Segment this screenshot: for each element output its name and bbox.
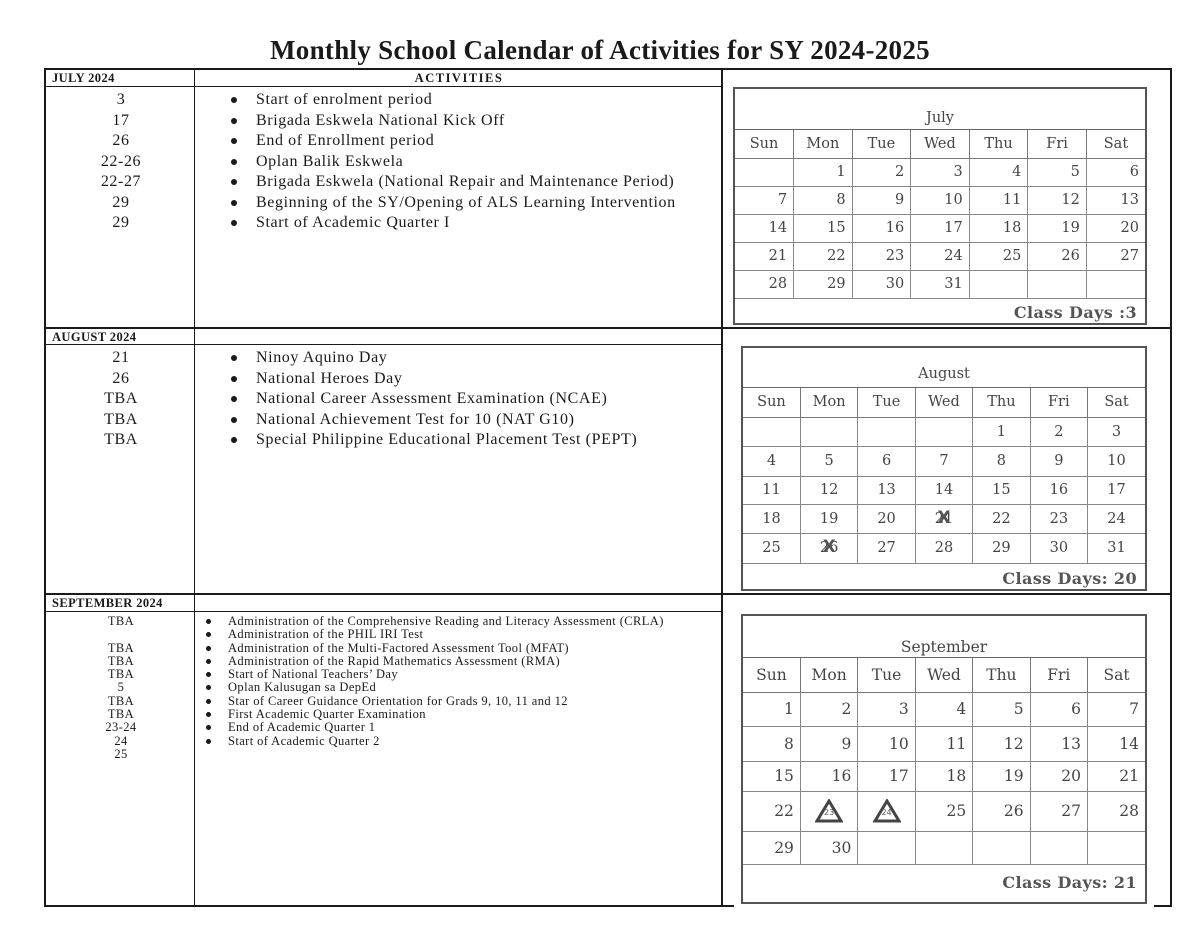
activity-item: Start of National Teachers’ Day: [200, 668, 714, 681]
date-item: 24: [114, 733, 128, 748]
calendar-day: 11: [743, 476, 800, 504]
calendar-day: 16: [852, 214, 911, 242]
calendar-day: 25: [969, 242, 1028, 270]
calendar-day: 15: [973, 476, 1030, 504]
weekday-label: Wed: [911, 130, 970, 158]
calendar-day: 9: [1030, 446, 1087, 476]
calendar-day: 4: [743, 446, 800, 476]
calendar-day: 1: [973, 417, 1030, 446]
calendar-month-name: July: [735, 89, 1145, 130]
activity-item: Special Philippine Educational Placement Test (PEPT): [200, 430, 714, 451]
activity-item: Administration of the Rapid Mathematics Assessment (RMA): [200, 655, 714, 668]
calendar-day: 23: [1030, 504, 1087, 533]
calendar-day: 20: [1030, 761, 1087, 791]
calendar-day: 30: [852, 270, 911, 298]
page-title: Monthly School Calendar of Activities for SY 2024-2025: [270, 35, 930, 65]
month-heading: JULY 2024: [52, 71, 115, 85]
weekday-label: Wed: [915, 388, 972, 417]
activity-list: [200, 348, 714, 451]
calendar-month-name: September: [743, 616, 1145, 658]
calendar-day: 19: [1028, 214, 1087, 242]
date-list: [48, 90, 194, 234]
calendar-day: 31: [911, 270, 970, 298]
calendar-day: [1086, 270, 1145, 298]
date-item: 29: [112, 193, 130, 211]
date-item: TBA: [107, 653, 135, 668]
calendar-day: 5: [800, 446, 857, 476]
calendar-day: 1: [794, 158, 853, 186]
calendar-day: [915, 831, 972, 864]
calendar-day: 14: [915, 476, 972, 504]
calendar-day: 12: [800, 476, 857, 504]
calendar-day: [1088, 831, 1145, 864]
calendar-day: 1: [743, 692, 800, 726]
activity-item: National Heroes Day: [200, 369, 714, 390]
exam-triangle-icon: 23: [815, 799, 843, 823]
activity-item: Oplan Kalusugan sa DepEd: [200, 681, 714, 694]
weekday-label: Tue: [852, 130, 911, 158]
calendar-grid: [735, 130, 1145, 299]
col-divider-activities: [721, 68, 723, 906]
date-item: 21: [112, 349, 130, 366]
calendar-day: 29: [973, 533, 1030, 563]
row-divider-august: [44, 327, 1172, 329]
weekday-label: Mon: [800, 388, 857, 417]
calendar-day: 28: [735, 270, 794, 298]
date-item: TBA: [107, 707, 135, 722]
calendar-day: 3: [858, 692, 915, 726]
calendar-day: [1030, 831, 1087, 864]
calendar-day: [800, 417, 857, 446]
activity-item: Administration of the Multi-Factored Assessment Tool (MFAT): [200, 642, 714, 655]
calendar-day: 7: [915, 446, 972, 476]
month-heading: SEPTEMBER 2024: [52, 596, 163, 610]
calendar-day: 17: [1088, 476, 1145, 504]
calendar-day: 6: [1086, 158, 1145, 186]
holiday-x-mark: 21 X: [935, 511, 953, 527]
activity-item: Start of Academic Quarter 2: [200, 735, 714, 748]
calendar-grid: [743, 388, 1145, 564]
activity-item: Ninoy Aquino Day: [200, 348, 714, 369]
weekday-label: Sun: [743, 388, 800, 417]
calendar-day: 9: [800, 726, 857, 761]
activity-item: End of Enrollment period: [200, 131, 714, 152]
calendar-day: 16: [1030, 476, 1087, 504]
calendar-day: [973, 831, 1030, 864]
calendar-day: 31: [1088, 533, 1145, 563]
calendar-day: 24: [1088, 504, 1145, 533]
activity-list: [200, 615, 714, 748]
calendar-day: 21: [735, 242, 794, 270]
activity-item: Oplan Balik Eskwela: [200, 152, 714, 173]
calendar-day: 27: [1030, 791, 1087, 831]
date-item: TBA: [104, 410, 138, 428]
calendar-day: 12: [1028, 186, 1087, 214]
calendar-day: 15: [794, 214, 853, 242]
calendar-day: 18: [915, 761, 972, 791]
calendar-day: 29: [743, 831, 800, 864]
calendar-day: 27: [858, 533, 915, 563]
date-item: TBA: [104, 390, 138, 407]
date-item: 17: [112, 111, 130, 129]
activity-item: Start of Academic Quarter I: [200, 213, 714, 234]
calendar-day: 7: [1088, 692, 1145, 726]
mini-calendar-september: [741, 614, 1147, 904]
calendar-day: 8: [743, 726, 800, 761]
calendar-day: 2: [800, 692, 857, 726]
calendar-day: 13: [1086, 186, 1145, 214]
col-divider-left: [44, 68, 46, 906]
activity-item: Administration of the PHIL IRI Test: [200, 628, 714, 641]
calendar-day: 5: [1028, 158, 1087, 186]
calendar-day: 10: [858, 726, 915, 761]
calendar-day: 13: [1030, 726, 1087, 761]
calendar-day: 10: [911, 186, 970, 214]
weekday-label: Tue: [858, 388, 915, 417]
weekday-label: Wed: [915, 658, 972, 692]
activity-item: First Academic Quarter Examination: [200, 708, 714, 721]
calendar-day: 2: [1030, 417, 1087, 446]
date-item: 29: [112, 214, 130, 231]
calendar-grid: [743, 658, 1145, 865]
calendar-day-holiday: [915, 504, 972, 533]
calendar-day: 30: [1030, 533, 1087, 563]
calendar-day: 29: [794, 270, 853, 298]
calendar-day: [1028, 270, 1087, 298]
calendar-day: 28: [915, 533, 972, 563]
activity-item: Brigada Eskwela (National Repair and Maintenance Period): [200, 172, 714, 193]
calendar-day: [915, 417, 972, 446]
calendar-day: 14: [735, 214, 794, 242]
calendar-day: 20: [858, 504, 915, 533]
weekday-label: Mon: [794, 130, 853, 158]
calendar-day: 16: [800, 761, 857, 791]
weekday-label: Sat: [1088, 658, 1145, 692]
calendar-day: 25: [743, 533, 800, 563]
calendar-month-name: August: [743, 348, 1145, 388]
date-item: 5: [117, 680, 125, 695]
calendar-day: 23: [852, 242, 911, 270]
calendar-day: 10: [1088, 446, 1145, 476]
calendar-day: 9: [852, 186, 911, 214]
weekday-label: Sat: [1088, 388, 1145, 417]
calendar-day: 5: [973, 692, 1030, 726]
calendar-day: 8: [973, 446, 1030, 476]
weekday-label: Sat: [1086, 130, 1145, 158]
calendar-day: 24: [911, 242, 970, 270]
calendar-day: 26: [973, 791, 1030, 831]
date-item: [48, 628, 194, 641]
calendar-day: 8: [794, 186, 853, 214]
activity-item: Beginning of the SY/Opening of ALS Learning Intervention: [200, 193, 714, 214]
date-item: 22-26: [100, 152, 142, 170]
row-divider-july: [44, 86, 722, 87]
date-item: 3: [116, 91, 126, 108]
calendar-day: 3: [911, 158, 970, 186]
calendar-day: 18: [969, 214, 1028, 242]
month-heading: AUGUST 2024: [52, 330, 137, 344]
date-item: TBA: [104, 431, 138, 448]
calendar-day: 26: [1028, 242, 1087, 270]
activity-item: Brigada Eskwela National Kick Off: [200, 111, 714, 132]
table-bottom-border: [44, 905, 734, 907]
weekday-label: Fri: [1030, 388, 1087, 417]
weekday-label: Mon: [800, 658, 857, 692]
weekday-label: Thu: [973, 388, 1030, 417]
date-item: TBA: [107, 614, 135, 628]
col-divider-dates: [194, 68, 195, 906]
weekday-label: Thu: [973, 658, 1030, 692]
col-divider-right: [1170, 68, 1172, 906]
weekday-label: Fri: [1028, 130, 1087, 158]
weekday-label: Sun: [735, 130, 794, 158]
row-divider-september: [44, 593, 1172, 595]
weekday-label: Fri: [1030, 658, 1087, 692]
date-item: TBA: [107, 667, 135, 682]
calendar-day: [858, 831, 915, 864]
calendar-day: 15: [743, 761, 800, 791]
date-list: [48, 615, 194, 761]
calendar-day: 14: [1088, 726, 1145, 761]
weekday-label: Thu: [969, 130, 1028, 158]
calendar-day: 17: [911, 214, 970, 242]
activities-header: ACTIVITIES: [414, 71, 504, 85]
calendar-day-exam: [800, 791, 857, 831]
date-item: 26: [112, 369, 130, 387]
calendar-day: [969, 270, 1028, 298]
date-item: TBA: [107, 640, 135, 655]
calendar-day: 11: [969, 186, 1028, 214]
weekday-label: Sun: [743, 658, 800, 692]
date-item: 22-27: [100, 173, 142, 190]
calendar-day: 17: [858, 761, 915, 791]
calendar-day: [858, 417, 915, 446]
class-days-total: Class Days :3: [1013, 302, 1137, 322]
calendar-day: 30: [800, 831, 857, 864]
calendar-day-exam: [858, 791, 915, 831]
calendar-day: 3: [1088, 417, 1145, 446]
calendar-day: 21: [1088, 761, 1145, 791]
class-days-total: Class Days: 21: [1002, 872, 1137, 892]
calendar-day: 6: [1030, 692, 1087, 726]
calendar-day: [743, 417, 800, 446]
exam-triangle-icon: 24: [873, 799, 901, 823]
activity-item: End of Academic Quarter 1: [200, 721, 714, 734]
activity-item: Star of Career Guidance Orientation for Grads 9, 10, 11 and 12: [200, 695, 714, 708]
holiday-x-mark: 26 X: [820, 540, 838, 556]
calendar-day: 20: [1086, 214, 1145, 242]
calendar-day: 13: [858, 476, 915, 504]
calendar-day: 19: [973, 761, 1030, 791]
date-list: [48, 348, 194, 451]
calendar-day: 27: [1086, 242, 1145, 270]
calendar-day: 18: [743, 504, 800, 533]
calendar-day: 19: [800, 504, 857, 533]
activity-item: Start of enrolment period: [200, 90, 714, 111]
calendar-day: 4: [915, 692, 972, 726]
date-item: 23-24: [105, 720, 137, 735]
calendar-day: 22: [973, 504, 1030, 533]
mini-calendar-july: [733, 87, 1147, 325]
activity-item: National Career Assessment Examination (NCAE): [200, 389, 714, 410]
weekday-label: Tue: [858, 658, 915, 692]
activity-list: [200, 90, 714, 234]
calendar-day: 25: [915, 791, 972, 831]
mini-calendar-august: [741, 346, 1147, 591]
calendar-day: 28: [1088, 791, 1145, 831]
activity-item: Administration of the Comprehensive Reading and Literacy Assessment (CRLA): [200, 615, 714, 628]
calendar-day: 11: [915, 726, 972, 761]
date-item: 26: [112, 132, 130, 149]
calendar-day: 22: [743, 791, 800, 831]
date-item: 25: [114, 746, 128, 761]
calendar-day-holiday: [800, 533, 857, 563]
activity-item: National Achievement Test for 10 (NAT G10): [200, 410, 714, 431]
calendar-day: 2: [852, 158, 911, 186]
row-divider-august-head: [44, 344, 722, 345]
calendar-day: [735, 158, 794, 186]
calendar-day: 6: [858, 446, 915, 476]
calendar-day: 7: [735, 186, 794, 214]
calendar-day: 22: [794, 242, 853, 270]
class-days-total: Class Days: 20: [1002, 568, 1137, 588]
date-item: TBA: [107, 693, 135, 708]
calendar-day: 4: [969, 158, 1028, 186]
calendar-day: 12: [973, 726, 1030, 761]
